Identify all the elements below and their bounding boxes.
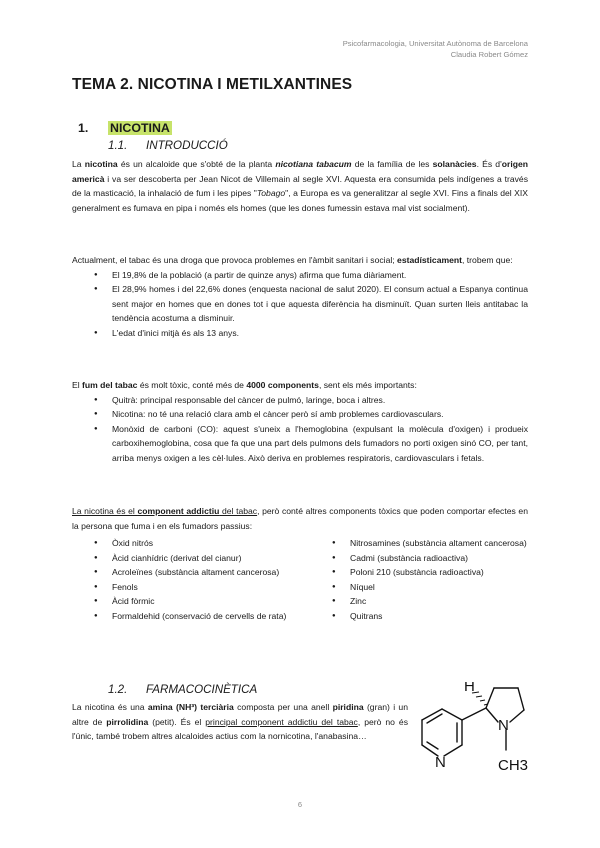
toxic-components-paragraph xyxy=(72,504,528,533)
page-header xyxy=(343,38,528,60)
text-run: (gran) i un altre de xyxy=(72,702,408,727)
list-item: ● Poloni 210 (substància radioactiva) xyxy=(330,565,528,580)
text-run: , trobem que: xyxy=(462,255,513,265)
methyl-label: CH3 xyxy=(498,757,529,774)
term-origen-america: origen americà xyxy=(72,159,528,184)
text-run: composta per una anell xyxy=(233,702,333,712)
text-run: Actualment, el tabac és una droga que provoca problemes en l'àmbit sanitari i social; xyxy=(72,255,398,265)
text-run: de la família de les xyxy=(351,159,433,169)
section-number: 1. xyxy=(78,121,89,135)
list-item: ● Acroleïnes (substància altament cancerosa) xyxy=(92,565,310,580)
list-item: ● Zinc xyxy=(330,594,528,609)
section-title: NICOTINA xyxy=(110,121,170,135)
toxic-list-left-items xyxy=(92,536,310,624)
subsection-number: 1.2. xyxy=(108,683,128,696)
term-component-addictiu: component addictiu xyxy=(137,506,220,516)
smoke-paragraph xyxy=(72,378,528,466)
text-run: ", a Europa es va generalitzar al segle XVI. Fins a finals del XIX generalment es fumava en pipa i només els homes (que les dones fumessin estava mal vist socialment). xyxy=(72,188,528,213)
text-run: , sent els més importants: xyxy=(318,380,417,390)
toxic-list-right-items xyxy=(330,536,528,624)
pyridine-nitrogen-label: N xyxy=(435,754,446,771)
pharmacokinetics-paragraph xyxy=(72,700,408,744)
text-run: és molt tòxic, conté més de xyxy=(137,380,247,390)
text-run: del tabac xyxy=(219,506,258,516)
header-author: Claudia Robert Gómez xyxy=(450,50,528,59)
subsection-heading-farmacocinetica xyxy=(108,683,257,696)
list-item: ● Quitrans xyxy=(330,609,528,624)
term-principal-component-addictiu: principal component addictiu del tabac xyxy=(205,716,358,727)
term-tobago: Tobago xyxy=(256,188,286,199)
term-estadisticament: estadísticament xyxy=(397,255,463,265)
text-run: , però no és l'únic, també trobem altres alcaloides actius com la nornicotina, l'anabasina… xyxy=(72,716,409,742)
toxic-list-right xyxy=(330,536,528,624)
section-heading-nicotina xyxy=(78,121,172,135)
text-run: . És d' xyxy=(476,159,502,169)
term-pirrolidina: pirrolidina xyxy=(106,716,149,727)
text-run: i va ser descoberta per Jean Nicot de Villemain al segle XVI. Aquesta era consumida pels indígenes a través de la masticació, la inhalació de fum i les pipes " xyxy=(72,173,528,199)
list-item: ● Àcid cianhídric (derivat del cianur) xyxy=(92,551,310,566)
term-4000-components: 4000 components xyxy=(246,380,319,390)
intro-paragraph xyxy=(72,157,528,215)
list-item: ● Òxid nitrós xyxy=(92,536,310,551)
subsection-title: INTRODUCCIÓ xyxy=(146,139,228,152)
text-run: La xyxy=(72,159,85,169)
list-item: ● Monòxid de carboni (CO): aquest s'uneix a l'hemoglobina (expulsant la molècula d'oxigen) i produeix carboxihemoglobina, cosa que fa que una part dels pulmons dels fumadors no porti oxigen sinó CO, per tant, arriba menys oxigen a les cèl·lules. Això deriva en problemes respiratoris, cardiovasculars i fetals. xyxy=(92,422,528,466)
hydrogen-label: H xyxy=(464,682,475,695)
text-run: El xyxy=(72,380,83,390)
nicotine-structure-diagram xyxy=(414,682,544,782)
term-nicotina: nicotina xyxy=(84,159,118,169)
page-number: 6 xyxy=(297,800,303,809)
term-amina-terciaria: amina (NH³) terciària xyxy=(147,702,234,712)
term-nicotiana-tabacum: nicotiana tabacum xyxy=(275,159,352,169)
text-run: és un alcaloide que s'obté de la planta xyxy=(117,159,276,169)
list-item: ● Formaldehid (conservació de cervells de rata) xyxy=(92,609,310,624)
smoke-components-list xyxy=(92,393,528,466)
header-course: Psicofarmacologia, Universitat Autònoma de Barcelona xyxy=(342,39,528,48)
list-item: ● Nicotina: no té una relació clara amb el càncer però sí amb problemes cardiovasculars. xyxy=(92,407,528,422)
pyrrolidine-nitrogen-label: N xyxy=(498,717,509,734)
statistics-paragraph xyxy=(72,253,528,341)
toxic-list-left xyxy=(92,536,310,624)
list-item: ● Cadmi (substància radioactiva) xyxy=(330,551,528,566)
term-solanacies: solanàcies xyxy=(432,159,477,169)
term-piridina: piridina xyxy=(332,702,364,712)
text-run: (petit). És el xyxy=(148,716,206,727)
text-run: La nicotina és el xyxy=(72,506,138,516)
text-run: , però conté altres components tòxics que poden comportar efectes en la persona que fuma i en els fumadors passius: xyxy=(72,506,528,531)
subsection-number: 1.1. xyxy=(108,139,128,152)
list-item: ● L'edat d'inici mitjà és als 13 anys. xyxy=(92,326,528,341)
statistics-list xyxy=(92,268,528,341)
text-run: La nicotina és una xyxy=(72,702,148,712)
list-item: ● El 19,8% de la població (a partir de quinze anys) afirma que fuma diàriament. xyxy=(92,268,528,283)
subsection-title: FARMACOCINÈTICA xyxy=(146,683,258,696)
chapter-title: TEMA 2. NICOTINA I METILXANTINES xyxy=(72,76,353,93)
subsection-heading-introduccio xyxy=(108,139,228,152)
term-fum-del-tabac: fum del tabac xyxy=(82,380,138,390)
list-item: ● Àcid fòrmic xyxy=(92,594,310,609)
list-item: ● Quitrà: principal responsable del càncer de pulmó, laringe, boca i altres. xyxy=(92,393,528,408)
list-item: ● Níquel xyxy=(330,580,528,595)
list-item: ● Fenols xyxy=(92,580,310,595)
list-item: ● Nitrosamines (substància altament cancerosa) xyxy=(330,536,528,551)
list-item: ● El 28,9% homes i del 22,6% dones (enquesta nacional de salut 2020). El consum actual a Espanya continua sent major en homes que en dones tot i que aquesta diferència ha disminuït. Quan surten lleis antitabac la tendència acostuma a disminuir. xyxy=(92,282,528,326)
